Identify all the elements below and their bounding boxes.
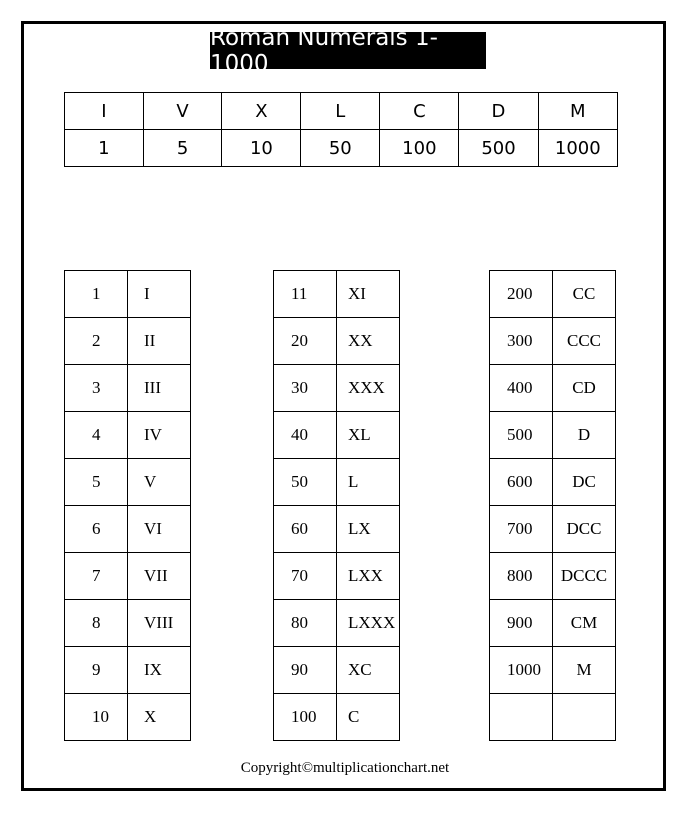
number-cell: 200	[490, 271, 553, 318]
roman-numeral-cell: XXX	[337, 365, 400, 412]
page-title: Roman Numerals 1-1000	[210, 32, 486, 69]
number-cell: 300	[490, 318, 553, 365]
roman-numeral-cell: DC	[553, 459, 616, 506]
number-cell: 30	[274, 365, 337, 412]
number-cell: 1	[65, 271, 128, 318]
table-row	[274, 600, 400, 647]
table-row	[274, 365, 400, 412]
roman-numeral-cell: XC	[337, 647, 400, 694]
table-row	[274, 412, 400, 459]
roman-numeral-cell: VI	[128, 506, 191, 553]
key-symbol: C	[380, 93, 459, 130]
table-row	[274, 318, 400, 365]
roman-numeral-cell: L	[337, 459, 400, 506]
roman-numeral-cell: CD	[553, 365, 616, 412]
table-row	[65, 459, 191, 506]
table-row	[274, 647, 400, 694]
table-row	[274, 271, 400, 318]
key-symbol: M	[538, 93, 617, 130]
roman-numeral-cell	[553, 694, 616, 741]
roman-numeral-cell: X	[128, 694, 191, 741]
number-cell: 500	[490, 412, 553, 459]
numeral-table-2	[273, 270, 400, 741]
table-row	[65, 553, 191, 600]
key-symbols-row	[65, 93, 618, 130]
numeral-table-3	[489, 270, 616, 741]
key-value: 5	[143, 130, 222, 167]
number-cell: 8	[65, 600, 128, 647]
table-row	[65, 647, 191, 694]
number-cell: 3	[65, 365, 128, 412]
roman-numeral-cell: D	[553, 412, 616, 459]
roman-numeral-cell: VIII	[128, 600, 191, 647]
copyright-footer: Copyright©multiplicationchart.net	[240, 760, 450, 776]
table-row	[490, 412, 616, 459]
roman-numeral-cell: CM	[553, 600, 616, 647]
roman-numeral-cell: XX	[337, 318, 400, 365]
roman-numeral-cell: LXX	[337, 553, 400, 600]
table-row	[65, 318, 191, 365]
table-row	[65, 694, 191, 741]
number-cell: 4	[65, 412, 128, 459]
number-cell: 6	[65, 506, 128, 553]
table-row	[274, 694, 400, 741]
number-cell: 900	[490, 600, 553, 647]
roman-numeral-cell: DCC	[553, 506, 616, 553]
number-cell	[490, 694, 553, 741]
table-row	[490, 271, 616, 318]
table-row	[274, 459, 400, 506]
number-cell: 600	[490, 459, 553, 506]
table-row	[490, 647, 616, 694]
number-cell: 40	[274, 412, 337, 459]
key-value: 50	[301, 130, 380, 167]
table-row	[490, 553, 616, 600]
number-cell: 7	[65, 553, 128, 600]
number-cell: 700	[490, 506, 553, 553]
roman-numeral-cell: C	[337, 694, 400, 741]
table-row	[490, 600, 616, 647]
number-cell: 70	[274, 553, 337, 600]
number-cell: 20	[274, 318, 337, 365]
roman-numeral-cell: M	[553, 647, 616, 694]
key-value: 100	[380, 130, 459, 167]
table-row	[65, 506, 191, 553]
roman-numeral-cell: CCC	[553, 318, 616, 365]
key-symbol: V	[143, 93, 222, 130]
table-row	[65, 600, 191, 647]
number-cell: 80	[274, 600, 337, 647]
table-row	[490, 365, 616, 412]
roman-numeral-cell: LXXX	[337, 600, 400, 647]
table-row	[65, 365, 191, 412]
roman-numeral-cell: CC	[553, 271, 616, 318]
roman-numeral-cell: VII	[128, 553, 191, 600]
roman-numeral-cell: IX	[128, 647, 191, 694]
table-row	[274, 506, 400, 553]
symbol-key-table	[64, 92, 618, 167]
key-value: 10	[222, 130, 301, 167]
key-value: 1000	[538, 130, 617, 167]
number-cell: 400	[490, 365, 553, 412]
roman-numeral-cell: V	[128, 459, 191, 506]
roman-numeral-cell: I	[128, 271, 191, 318]
number-cell: 90	[274, 647, 337, 694]
roman-numeral-cell: XL	[337, 412, 400, 459]
key-symbol: I	[65, 93, 144, 130]
number-cell: 2	[65, 318, 128, 365]
numeral-table-1	[64, 270, 191, 741]
number-cell: 11	[274, 271, 337, 318]
key-value: 500	[459, 130, 538, 167]
number-cell: 5	[65, 459, 128, 506]
table-row	[490, 318, 616, 365]
number-cell: 9	[65, 647, 128, 694]
key-symbol: D	[459, 93, 538, 130]
roman-numeral-cell: IV	[128, 412, 191, 459]
table-row	[65, 271, 191, 318]
table-row	[490, 694, 616, 741]
number-cell: 100	[274, 694, 337, 741]
table-row	[490, 506, 616, 553]
table-row	[274, 553, 400, 600]
roman-numeral-cell: LX	[337, 506, 400, 553]
roman-numeral-cell: DCCC	[553, 553, 616, 600]
roman-numeral-cell: III	[128, 365, 191, 412]
number-cell: 60	[274, 506, 337, 553]
number-cell: 50	[274, 459, 337, 506]
key-symbol: X	[222, 93, 301, 130]
key-symbol: L	[301, 93, 380, 130]
roman-numeral-cell: II	[128, 318, 191, 365]
table-row	[490, 459, 616, 506]
number-cell: 1000	[490, 647, 553, 694]
roman-numeral-cell: XI	[337, 271, 400, 318]
number-cell: 800	[490, 553, 553, 600]
number-cell: 10	[65, 694, 128, 741]
table-row	[65, 412, 191, 459]
key-value: 1	[65, 130, 144, 167]
key-values-row	[65, 130, 618, 167]
